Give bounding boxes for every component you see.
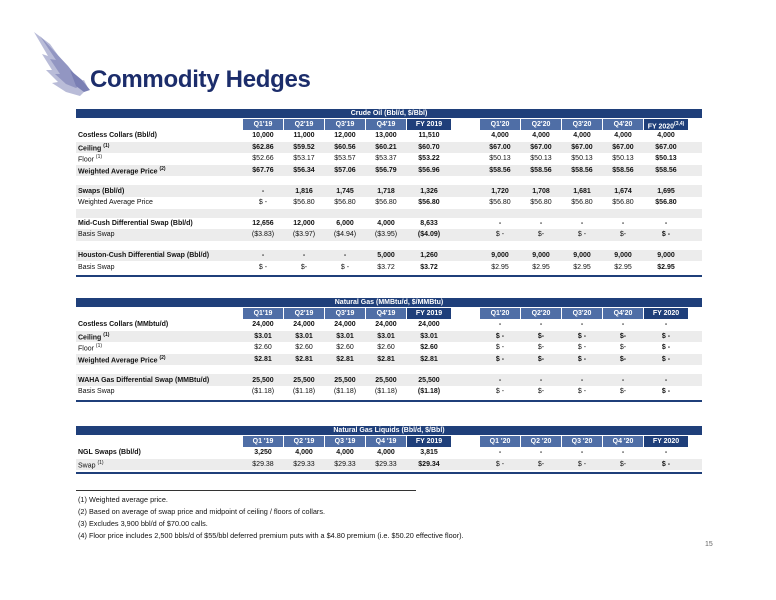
footnote-divider (76, 490, 416, 491)
row-label: Basis Swap (78, 231, 115, 239)
table-cell: $56.80 (489, 199, 511, 207)
table-cell: $ - (258, 199, 268, 207)
table-cell: $56.96 (418, 167, 440, 175)
table-cell: 11,510 (418, 132, 440, 140)
column-headers (76, 436, 702, 447)
table-cell: $ - (495, 344, 505, 352)
column-headers (76, 119, 702, 130)
section-bottom-rule (76, 400, 702, 402)
table-cell: $29.33 (334, 460, 356, 468)
table-cell: $ - (577, 344, 587, 352)
table-cell: 1,695 (657, 187, 675, 195)
table-cell: $67.76 (252, 167, 274, 175)
crude-oil-table (76, 109, 702, 277)
table-cell: ($4.09) (417, 231, 441, 239)
table-cell: $2.60 (377, 344, 395, 352)
table-cell: $2.60 (295, 344, 313, 352)
natural-gas-table (76, 298, 702, 402)
table-cell: 4,000 (377, 449, 395, 457)
page-number: 15 (705, 541, 713, 548)
column-header: FY 2019 (407, 308, 451, 319)
table-cell: $2.81 (254, 356, 272, 364)
table-cell: ($1.18) (374, 388, 398, 396)
table-row (76, 229, 702, 241)
table-cell: 4,000 (614, 132, 632, 140)
table-cell: $ - (577, 231, 587, 239)
column-header: Q2 '20 (521, 436, 561, 447)
column-header: Q3 '19 (325, 436, 365, 447)
table-cell: 24,000 (375, 321, 397, 329)
table-cell: - (498, 449, 502, 457)
row-label: Swaps (Bbl/d) (78, 187, 125, 195)
table-cell: 25,500 (418, 376, 440, 384)
row-label: Costless Collars (Bbl/d) (78, 132, 157, 140)
table-cell: $56.80 (571, 199, 593, 207)
table-cell: 1,674 (614, 187, 632, 195)
table-cell: 4,000 (491, 132, 509, 140)
table-cell: 4,000 (295, 449, 313, 457)
table-row (76, 197, 702, 209)
column-header: Q2'20 (521, 119, 561, 130)
column-headers (76, 308, 702, 319)
column-header: Q3'19 (325, 119, 365, 130)
table-cell: 24,000 (334, 321, 356, 329)
table-cell: $ - (577, 332, 587, 340)
table-cell: $2.60 (336, 344, 354, 352)
table-row (76, 386, 702, 398)
column-header: FY 2020$^{(3,4)}$ (644, 119, 688, 130)
row-label: Ceiling $^{(1)}$ (78, 331, 110, 342)
table-cell: 1,720 (491, 187, 509, 195)
table-cell: $3.01 (420, 332, 438, 340)
table-cell: $56.80 (293, 199, 315, 207)
ngl-table (76, 426, 702, 474)
row-label: Ceiling $^{(1)}$ (78, 142, 110, 153)
table-cell: $53.22 (418, 155, 440, 163)
table-cell: 1,745 (336, 187, 354, 195)
table-cell: - (498, 219, 502, 227)
table-cell: $58.56 (571, 167, 593, 175)
table-cell: $ - (258, 263, 268, 271)
table-cell: $56.80 (334, 199, 356, 207)
column-header: Q4'20 (603, 119, 643, 130)
table-cell: $ - (661, 344, 671, 352)
table-cell: $ - (495, 460, 505, 468)
table-cell: ($4.94) (333, 231, 357, 239)
table-row (76, 342, 702, 354)
table-cell: $- (619, 344, 627, 352)
table-row (76, 250, 702, 262)
table-cell: $ - (661, 332, 671, 340)
table-cell: $2.81 (336, 356, 354, 364)
column-header: Q1'19 (243, 119, 283, 130)
table-cell: 1,718 (377, 187, 395, 195)
table-cell: 25,500 (334, 376, 356, 384)
table-cell: $ - (340, 263, 350, 271)
table-cell: - (539, 321, 543, 329)
table-cell: $- (619, 460, 627, 468)
table-cell: $- (619, 231, 627, 239)
table-cell: - (580, 321, 584, 329)
table-cell: $- (537, 356, 545, 364)
table-cell: $56.80 (375, 199, 397, 207)
row-label: Weighted Average Price (78, 199, 153, 207)
table-cell: 4,000 (377, 219, 395, 227)
table-cell: 4,000 (573, 132, 591, 140)
table-row (76, 142, 702, 154)
row-label: WAHA Gas Differential Swap (MMBtu/d) (78, 376, 210, 384)
column-header: Q2 '19 (284, 436, 324, 447)
table-cell: 1,326 (420, 187, 438, 195)
table-cell: $2.60 (254, 344, 272, 352)
table-cell: $ - (577, 388, 587, 396)
table-cell: ($1.18) (292, 388, 316, 396)
section-header: Natural Gas Liquids (Bbl/d, $/Bbl) (76, 426, 702, 435)
table-cell: $ - (577, 460, 587, 468)
table-cell: 9,000 (532, 252, 550, 260)
column-header: Q3 '20 (562, 436, 602, 447)
table-cell: $53.57 (334, 155, 356, 163)
table-cell: $3.01 (377, 332, 395, 340)
table-cell: $2.95 (657, 263, 675, 271)
table-cell: - (539, 219, 543, 227)
column-header: Q2'20 (521, 308, 561, 319)
table-cell: $56.34 (293, 167, 315, 175)
table-cell: $2.95 (532, 263, 550, 271)
row-label: Houston-Cush Differential Swap (Bbl/d) (78, 252, 210, 260)
table-cell: $- (619, 332, 627, 340)
table-cell: $ - (577, 356, 587, 364)
table-cell: $ - (495, 356, 505, 364)
row-label: Weighted Average Price $^{(2)}$ (78, 354, 166, 365)
column-header: Q3'19 (325, 308, 365, 319)
table-cell: $ - (495, 332, 505, 340)
table-cell: - (621, 449, 625, 457)
table-cell: 4,000 (336, 449, 354, 457)
table-cell: - (302, 252, 306, 260)
table-cell: 9,000 (573, 252, 591, 260)
column-header: Q4'19 (366, 119, 406, 130)
table-cell: - (580, 376, 584, 384)
table-cell: $60.70 (418, 143, 440, 151)
table-cell: - (539, 376, 543, 384)
table-cell: 12,656 (252, 219, 274, 227)
table-cell: $62.86 (252, 143, 274, 151)
table-cell: $2.81 (420, 356, 438, 364)
column-header: Q4'19 (366, 308, 406, 319)
table-cell: $67.00 (612, 143, 634, 151)
table-cell: $59.52 (293, 143, 315, 151)
table-cell: $3.01 (254, 332, 272, 340)
table-cell: $57.06 (334, 167, 356, 175)
table-cell: $ - (495, 231, 505, 239)
table-cell: - (580, 449, 584, 457)
table-row (76, 319, 702, 331)
column-header: Q1 '19 (243, 436, 283, 447)
table-cell: $ - (661, 356, 671, 364)
table-cell: $50.13 (612, 155, 634, 163)
table-cell: 1,681 (573, 187, 591, 195)
table-cell: ($1.18) (417, 388, 441, 396)
table-cell: - (664, 449, 668, 457)
table-cell: $58.56 (530, 167, 552, 175)
table-row (76, 165, 702, 177)
table-cell: ($1.18) (251, 388, 275, 396)
table-cell: $58.56 (612, 167, 634, 175)
table-cell: - (539, 449, 543, 457)
table-cell: 13,000 (375, 132, 397, 140)
table-cell: $67.00 (530, 143, 552, 151)
table-cell: 3,815 (420, 449, 438, 457)
table-cell: $- (537, 460, 545, 468)
table-cell: $2.95 (573, 263, 591, 271)
table-cell: 12,000 (334, 132, 356, 140)
table-cell: $56.80 (612, 199, 634, 207)
table-cell: ($3.95) (374, 231, 398, 239)
column-header: Q2'19 (284, 119, 324, 130)
table-cell: $56.80 (530, 199, 552, 207)
column-header: Q1 '20 (480, 436, 520, 447)
table-row (76, 185, 702, 197)
table-cell: $67.00 (655, 143, 677, 151)
column-header: Q1'20 (480, 308, 520, 319)
table-cell: 1,816 (295, 187, 313, 195)
table-cell: 5,000 (377, 252, 395, 260)
table-cell: $2.81 (377, 356, 395, 364)
table-row (76, 354, 702, 366)
spacer-row (76, 365, 702, 374)
column-header: Q2'19 (284, 308, 324, 319)
row-label: NGL Swaps (Bbl/d) (78, 449, 141, 457)
row-label: Basis Swap (78, 263, 115, 271)
table-cell: $2.81 (295, 356, 313, 364)
section-header: Natural Gas (MMBtu/d, $/MMBtu) (76, 298, 702, 307)
row-label: Weighted Average Price $^{(2)}$ (78, 165, 166, 176)
column-header: Q4'20 (603, 308, 643, 319)
row-label: Mid-Cush Differential Swap (Bbl/d) (78, 219, 193, 227)
table-cell: $- (537, 344, 545, 352)
table-cell: $- (537, 332, 545, 340)
table-cell: $29.33 (375, 460, 397, 468)
table-cell: - (498, 376, 502, 384)
table-cell: $53.37 (375, 155, 397, 163)
table-row (76, 261, 702, 273)
table-cell: $56.80 (655, 199, 677, 207)
table-cell: 24,000 (252, 321, 274, 329)
footnotes (78, 494, 464, 542)
spacer-row (76, 176, 702, 185)
footnote-3: (3) Excludes 3,900 bbl/d of $70.00 calls. (78, 519, 208, 528)
table-cell: $67.00 (489, 143, 511, 151)
section-bottom-rule (76, 275, 702, 277)
footnote-1: (1) Weighted average price. (78, 495, 168, 504)
table-cell: $56.79 (375, 167, 397, 175)
spacer-row (76, 241, 702, 250)
table-cell: $67.00 (571, 143, 593, 151)
table-cell: $52.66 (252, 155, 274, 163)
column-header: Q3'20 (562, 119, 602, 130)
table-cell: - (621, 219, 625, 227)
table-cell: - (664, 321, 668, 329)
table-cell: - (621, 376, 625, 384)
table-cell: $56.80 (418, 199, 440, 207)
spacer-row (76, 209, 702, 218)
row-label: Floor $^{(1)}$ (78, 343, 103, 353)
table-cell: 3,250 (254, 449, 272, 457)
table-cell: $58.56 (655, 167, 677, 175)
table-cell: 24,000 (418, 321, 440, 329)
table-cell: 11,000 (293, 132, 315, 140)
table-cell: 25,500 (252, 376, 274, 384)
table-row (76, 447, 702, 459)
table-cell: - (261, 252, 265, 260)
table-cell: $29.33 (293, 460, 315, 468)
table-cell: 10,000 (252, 132, 274, 140)
table-cell: ($3.97) (292, 231, 316, 239)
section-bottom-rule (76, 472, 702, 474)
table-cell: 1,708 (532, 187, 550, 195)
table-row (76, 331, 702, 343)
table-cell: $3.72 (420, 263, 438, 271)
section-header: Crude Oil (Bbl/d, $/Bbl) (76, 109, 702, 118)
table-cell: $- (537, 231, 545, 239)
table-cell: 9,000 (491, 252, 509, 260)
row-label: Floor $^{(1)}$ (78, 154, 103, 164)
table-cell: $29.38 (252, 460, 274, 468)
table-cell: $53.17 (293, 155, 315, 163)
table-cell: $2.60 (420, 344, 438, 352)
table-cell: $58.56 (489, 167, 511, 175)
footnote-2: (2) Based on average of swap price and midpoint of ceiling / floors of collars. (78, 507, 326, 516)
table-cell: 4,000 (532, 132, 550, 140)
table-cell: 1,260 (420, 252, 438, 260)
table-cell: $- (537, 388, 545, 396)
table-cell: - (343, 252, 347, 260)
column-header: Q3'20 (562, 308, 602, 319)
table-cell: $- (300, 263, 308, 271)
table-cell: $ - (495, 388, 505, 396)
table-row (76, 374, 702, 386)
table-cell: - (621, 321, 625, 329)
table-cell: 9,000 (657, 252, 675, 260)
column-header: Q1'20 (480, 119, 520, 130)
table-cell: $50.13 (530, 155, 552, 163)
table-cell: 25,500 (375, 376, 397, 384)
table-cell: $ - (661, 460, 671, 468)
table-cell: - (261, 187, 265, 195)
table-cell: - (580, 219, 584, 227)
column-header: FY 2020 (644, 436, 688, 447)
table-cell: - (498, 321, 502, 329)
table-cell: 9,000 (614, 252, 632, 260)
table-cell: $50.13 (655, 155, 677, 163)
table-cell: $- (619, 356, 627, 364)
table-cell: $3.72 (377, 263, 395, 271)
table-cell: $3.01 (336, 332, 354, 340)
column-header: FY 2019 (407, 436, 451, 447)
table-cell: $ - (661, 231, 671, 239)
table-cell: $29.34 (418, 460, 440, 468)
column-header: Q4 '20 (603, 436, 643, 447)
table-cell: $60.56 (334, 143, 356, 151)
table-cell: $2.95 (491, 263, 509, 271)
row-label: Basis Swap (78, 388, 115, 396)
table-cell: $50.13 (571, 155, 593, 163)
table-cell: 25,500 (293, 376, 315, 384)
table-cell: ($3.83) (251, 231, 275, 239)
column-header: Q1'19 (243, 308, 283, 319)
table-cell: 8,633 (420, 219, 438, 227)
table-cell: 24,000 (293, 321, 315, 329)
page-title: Commodity Hedges (90, 66, 311, 93)
table-cell: $3.01 (295, 332, 313, 340)
table-cell: 4,000 (657, 132, 675, 140)
table-cell: $2.95 (614, 263, 632, 271)
table-row (76, 218, 702, 230)
footnote-4: (4) Floor price includes 2,500 bbls/d of $55/bbl deferred premium puts with a $4.80 premium (i.e. $50.20 effective floor). (78, 531, 464, 540)
table-cell: 12,000 (293, 219, 315, 227)
column-header: Q4 '19 (366, 436, 406, 447)
table-cell: - (664, 376, 668, 384)
row-label: Costless Collars (MMbtu/d) (78, 321, 169, 329)
table-row (76, 459, 702, 471)
table-cell: $60.21 (375, 143, 397, 151)
column-header: FY 2019 (407, 119, 451, 130)
table-row (76, 153, 702, 165)
eagle-logo (30, 30, 92, 98)
table-cell: $- (619, 388, 627, 396)
table-cell: - (664, 219, 668, 227)
table-cell: $50.13 (489, 155, 511, 163)
row-label: Swap $^{(1)}$ (78, 459, 104, 470)
table-cell: ($1.18) (333, 388, 357, 396)
table-row (76, 130, 702, 142)
table-cell: $ - (661, 388, 671, 396)
table-cell: 6,000 (336, 219, 354, 227)
column-header: FY 2020 (644, 308, 688, 319)
